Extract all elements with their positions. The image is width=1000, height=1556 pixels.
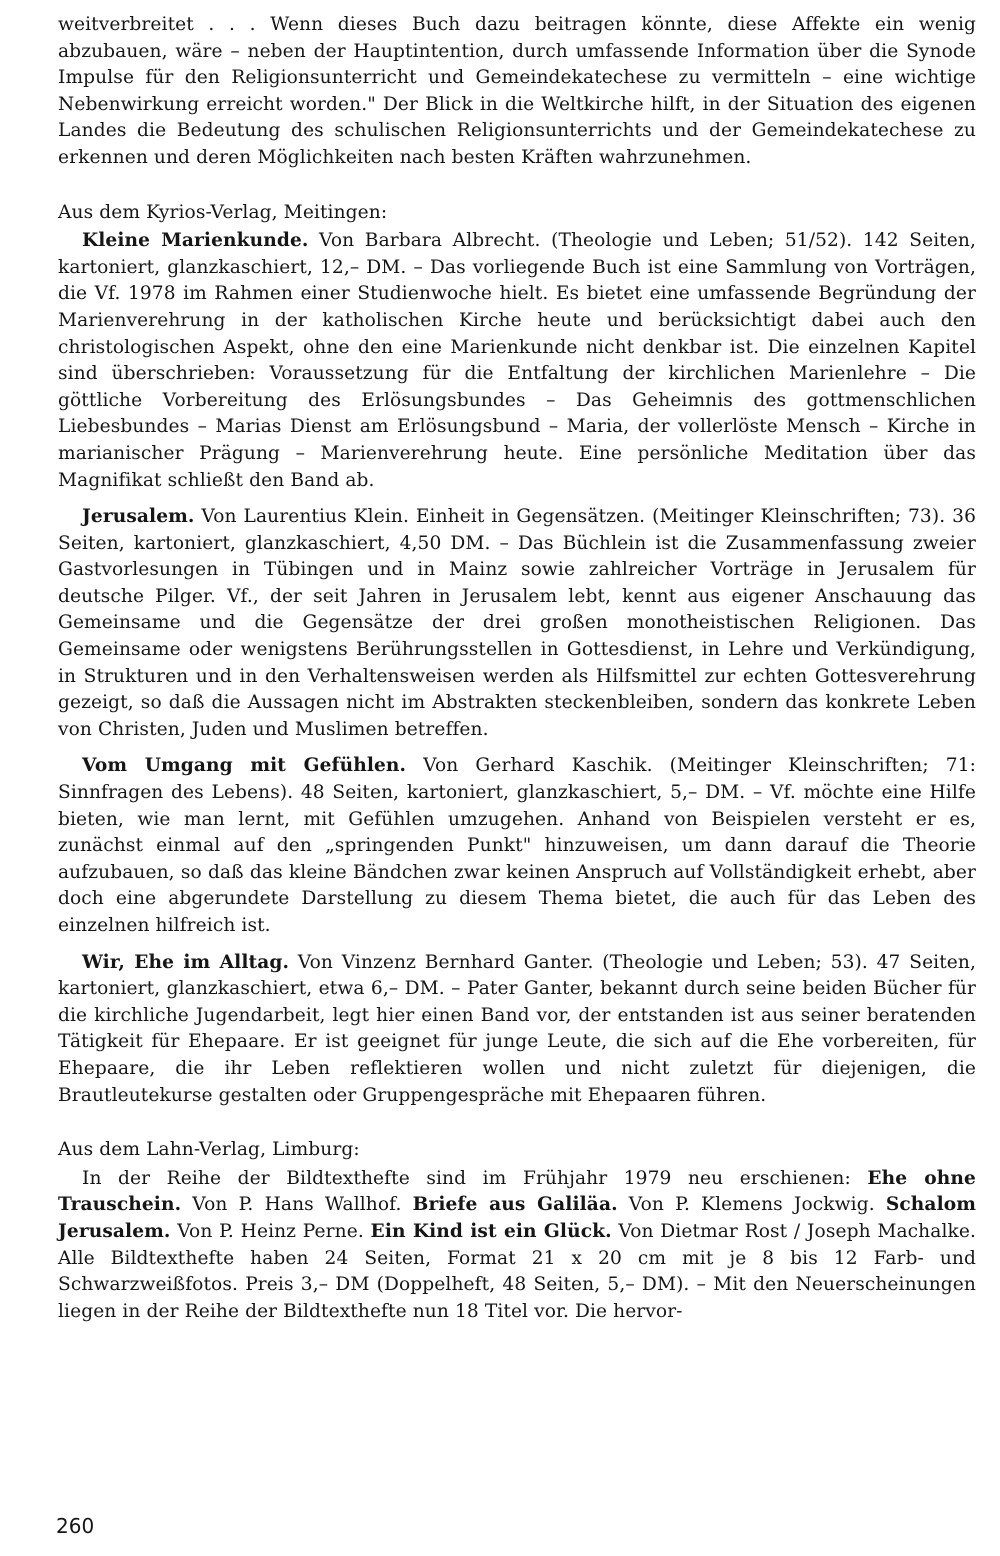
section-heading-lahn: Aus dem Lahn-Verlag, Limburg: [58, 1139, 360, 1161]
review-entry [58, 228, 976, 494]
entry-text: Von Vinzenz Bernhard Ganter. (Theologie und Leben; 53). 47 Seiten, kartoniert, glanzkaschiert, etwa 6,– DM. – Pater Ganter, bekannt durch seine beiden Bücher für die kirchliche Jugendarbeit, legt hier einen Band vor, der entstanden ist aus seiner beratenden Tätigkeit für Ehepaare. Er ist geeignet für junge Leute, die sich auf die Ehe vorbereiten, für Ehepaare, die ihr Leben reflektieren wollen und nicht zuletzt für diejenigen, die Brautleutekurse gestalten oder Gruppengespräche mit Ehepaaren führen. [58, 951, 976, 1106]
entry-text: Von Laurentius Klein. Einheit in Gegensätzen. (Meitinger Kleinschriften; 73). 36 Seiten, kartoniert, glanzkaschiert, 4,50 DM. – Das Büchlein ist die Zusammenfassung zweier Gastvorlesungen in Tübingen und in Mainz sowie zahlreicher Vorträge in Jerusalem für deutsche Pilger. Vf., der seit Jahren in Jerusalem lebt, kennt aus eigener Anschauung das Gemeinsame und die Gegensätze der drei großen monotheistischen Religionen. Das Gemeinsame oder wenigstens Berührungsstellen in Gottesdienst, in Lehre und Verkündigung, in Strukturen und in den Verhaltensweisen werden als Hilfsmittel zur echten Gottesverehrung gezeigt, so daß die Aussagen nicht im Abstrakten steckenbleiben, sondern das konkrete Leben von Christen, Juden und Muslimen betreffen. [58, 506, 976, 740]
entry-title: Schalom Jerusalem. [58, 1194, 977, 1242]
entry-title: Wir, Ehe im Alltag. [82, 951, 290, 973]
entry-title: Vom Umgang mit Gefühlen. [82, 755, 407, 777]
entry-title: Briefe aus Galiläa. [412, 1194, 618, 1216]
review-entry [58, 1166, 976, 1326]
page-body [58, 12, 976, 1325]
entry-title: Jerusalem. [82, 506, 195, 528]
continuation-paragraph: weitverbreitet . . . Wenn dieses Buch dazu beitragen könnte, diese Affekte ein wenig abzubauen, wäre – neben der Hauptintention, durch umfassende Information über die Synode Impulse für den Religionsunterricht und Gemeindekatechese zu vermitteln – eine wichtige Nebenwirkung erreicht worden." Der Blick in die Weltkirche hilft, in der Situation des eigenen Landes die Bedeutung des schulischen Religionsunterrichts und der Gemeindekatechese zu erkennen und deren Möglichkeiten nach besten Kräften wahrzunehmen. [58, 14, 976, 168]
entry-text: Von Dietmar Rost / Joseph Machalke. Alle Bildtexthefte haben 24 Seiten, Format 21 x 20 cm mit je 8 bis 12 Farb- und Schwarzweißfotos. Preis 3,– DM (Doppelheft, 48 Seiten, 5,– DM). – Mit den Neuerscheinungen liegen in der Reihe der Bildtexthefte nun 18 Titel vor. Die hervor- [58, 1220, 976, 1322]
entry-title: Kleine Marienkunde. [82, 230, 309, 252]
entry-title: Ehe ohne Trauschein. [58, 1167, 976, 1216]
page-number: 260 [56, 1514, 95, 1538]
review-entry [58, 504, 976, 743]
entry-text: Von Gerhard Kaschik. (Meitinger Kleinschriften; 71: Sinnfragen des Lebens). 48 Seiten, kartoniert, glanzkaschiert, 5,– DM. – Vf. möchte eine Hilfe bieten, wie man lernt, mit Gefühlen umzugehen. Anhand von Beispielen versteht er es, zunächst einmal auf den „springenden Punkt" hinzuweisen, um dann darauf die Theorie aufzubauen, so daß das kleine Bändchen zwar keinen Anspruch auf Vollständigkeit erhebt, aber doch eine abgerundete Darstellung zu diesem Thema bietet, die auch für das Leben des einzelnen hilfreich ist. [58, 755, 977, 936]
entry-title: Ein Kind ist ein Glück. [370, 1220, 612, 1242]
entry-text: Von P. Heinz Perne. [170, 1220, 371, 1242]
section-heading-kyrios: Aus dem Kyrios-Verlag, Meitingen: [58, 201, 388, 223]
entry-text: Von P. Hans Wallhof. [181, 1194, 413, 1216]
entry-text: In der Reihe der Bildtexthefte sind im Frühjahr 1979 neu erschienen: [82, 1167, 868, 1189]
review-entry [58, 753, 976, 939]
entry-text: Von Barbara Albrecht. (Theologie und Leben; 51/52). 142 Seiten, kartoniert, glanzkaschiert, 12,– DM. – Das vorliegende Buch ist eine Sammlung von Vorträgen, die Vf. 1978 im Rahmen einer Studienwoche hielt. Es bietet eine umfassende Begründung der Marienverehrung in der katholischen Kirche heute und berücksichtigt dabei auch den christologischen Aspekt, ohne den eine Marienkunde nicht denkbar ist. Die einzelnen Kapitel sind überschrieben: Voraussetzung für die Entfaltung der kirchlichen Marienlehre – Die göttliche Vorbereitung des Erlösungsbundes – Das Geheimnis des gottmenschlichen Liebesbundes – Marias Dienst am Erlösungsbund – Maria, der vollerlöste Mensch – Kirche in marianischer Prägung – Marienverehrung heute. Eine persönliche Meditation über das Magnifikat schließt den Band ab. [58, 230, 977, 491]
entry-text: Von P. Klemens Jockwig. [617, 1194, 886, 1216]
review-entry [58, 950, 976, 1110]
